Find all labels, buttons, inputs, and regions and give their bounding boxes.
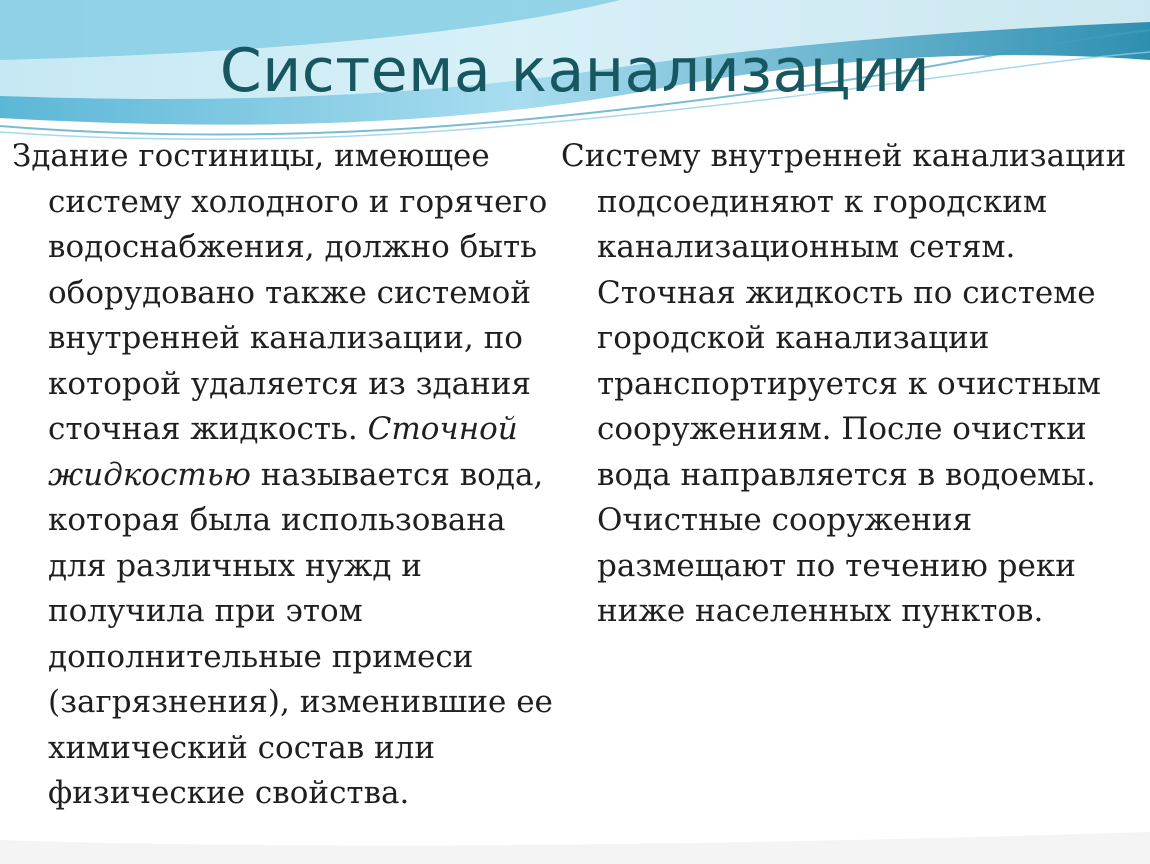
left-text-part1: Здание гостиницы, имеющее систему холодного и горячего водоснабжения, должно быть оборудовано также системой внутренней канализации, по которой удаляется из здания сточная жидкость. (12, 138, 548, 447)
right-column-text: Систему внутренней канализации подсоединяют к городским канализационным сетям. Сточная жидкость по системе городской канализации транспортируется к очистным сооружениям. После очистки вода направляется в водоемы. Очистные сооружения размещают по течению реки ниже населенных пунктов. (561, 138, 1127, 629)
slide-title: Система канализации (219, 36, 931, 106)
left-text-italic-term: Сточной жидкостью (48, 411, 518, 493)
left-text-part2: называется вода, которая была использована для различных нужд и получила при этом дополнительные примеси (загрязнения), изменившие ее химический состав или физические свойства. (48, 456, 553, 811)
left-column-text (12, 134, 573, 817)
